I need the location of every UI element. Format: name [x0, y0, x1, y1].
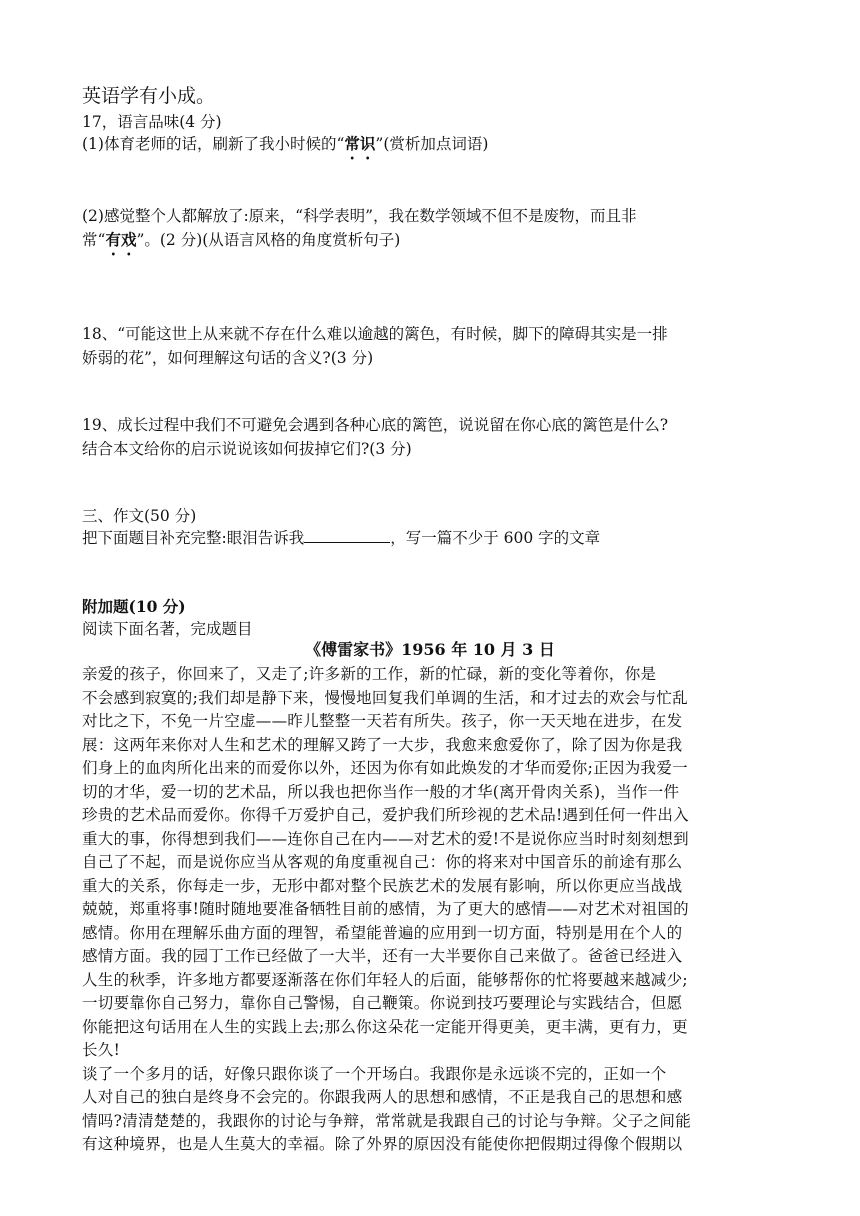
letter-line: 对比之下，不免一片空虚——昨儿整整一天若有所失。孩子，你一天天地在进步，在发 [82, 712, 683, 730]
extra-question-instruction: 阅读下面名著，完成题目 [82, 620, 253, 638]
letter-line: 珍贵的艺术品而爱你。你得千万爱护自己，爱护我们所珍视的艺术品!遇到任何一件出入 [82, 806, 689, 824]
question-17-part-2-line-1: (2)感觉整个人都解放了:原来，“科学表明”，我在数学领域不但不是废物，而且非 [82, 207, 637, 225]
letter-line: 长久! [82, 1041, 121, 1059]
intro-sentence: 英语学有小成。 [82, 85, 216, 107]
essay-title-blank [304, 528, 390, 543]
q17-p2-pre: 常“ [82, 231, 106, 249]
essay-prompt-pre: 把下面题目补充完整:眼泪告诉我 [82, 529, 305, 547]
letter-line: 们身上的血肉所化出来的而爱你以外，还因为你有如此焕发的才华而爱你;正因为我爱一 [82, 759, 688, 777]
q17-p1-post: ”(赏析加点词语) [375, 135, 489, 153]
letter-line: 情吗?清清楚楚的，我跟你的讨论与争辩，常常就是我跟自己的讨论与争辩。父子之间能 [82, 1111, 692, 1130]
question-17-part-2-line-2 [82, 230, 400, 259]
letter-line: 谈了一个多月的话，好像只跟你谈了一个开场白。我跟你是永远谈不完的，正如一个 [82, 1064, 667, 1083]
q17-p1-dotted-word: 常识 [344, 134, 376, 153]
letter-line: 展：这两年来你对人生和艺术的理解又跨了一大步，我愈来愈爱你了，除了因为你是我 [82, 735, 683, 754]
extra-question-header: 附加题(10 分) [82, 597, 186, 616]
q17-p2-dotted-word: 有戏 [105, 230, 137, 249]
letter-body [82, 664, 782, 1158]
question-17-header: 17，语言品味(4 分) [82, 113, 222, 131]
essay-prompt-post: ，写一篇不少于 600 字的文章 [390, 529, 601, 547]
letter-line: 感情。你用在理解乐曲方面的理智，希望能普遍的应用到一切方面，特别是用在个人的 [82, 923, 683, 942]
letter-line: 不会感到寂寞的;我们却是静下来，慢慢地回复我们单调的生活，和才过去的欢会与忙乱 [82, 688, 688, 707]
letter-title: 《傅雷家书》1956 年 10 月 3 日 [305, 640, 555, 659]
question-19-line-1: 19、成长过程中我们不可避免会遇到各种心底的篱笆，说说留在你心底的篱笆是什么? [82, 416, 669, 434]
question-18-line-1: 18、“可能这世上从来就不存在什么难以逾越的篱色，有时候，脚下的障碍其实是一排 [82, 325, 668, 343]
letter-line: 人对自己的独白是终身不会完的。你跟我两人的思想和感情，不正是我自己的思想和感 [82, 1088, 683, 1106]
letter-line: 一切要靠你自己努力，靠你自己警惕，自己鞭策。你说到技巧要理论与实践结合，但愿 [82, 994, 683, 1012]
letter-line: 兢兢，郑重将事!随时随地要准备牺牲目前的感情，为了更大的感情——对艺术对祖国的 [82, 900, 689, 918]
letter-line: 自己了不起，而是说你应当从客观的角度重视自己：你的将来对中国音乐的前途有那么 [82, 853, 683, 871]
letter-line: 重大的事，你得想到我们——连你自己在内——对艺术的爱!不是说你应当时时刻刻想到 [82, 829, 689, 848]
letter-line: 人生的秋季，许多地方都要逐渐落在你们年轻人的后面，能够帮你的忙将要越来越减少; [82, 970, 688, 989]
q17-p1-pre: (1)体育老师的话，刷新了我小时候的“ [82, 135, 345, 153]
letter-line: 亲爱的孩子，你回来了，又走了;许多新的工作，新的忙碌，新的变化等着你，你是 [82, 665, 657, 683]
section-3-header: 三、作文(50 分) [82, 507, 197, 525]
letter-line: 感情方面。我的园丁工作已经做了一大半，还有一大半要你自己来做了。爸爸已经进入 [82, 947, 683, 965]
letter-line: 你能把这句话用在人生的实践上去;那么你这朵花一定能开得更美，更丰满，更有力，更 [82, 1017, 688, 1036]
letter-line: 有这种境界，也是人生莫大的幸福。除了外界的原因没有能使你把假期过得像个假期以 [82, 1135, 683, 1153]
letter-line: 切的才华，爱一切的艺术品，所以我也把你当作一般的才华(离开骨肉关系)，当作一件 [82, 782, 680, 801]
essay-prompt [82, 528, 600, 548]
q17-p2-post: ”。(2 分)(从语言风格的角度赏析句子) [136, 231, 401, 249]
letter-line: 重大的关系，你每走一步，无形中都对整个民族艺术的发展有影响，所以你更应当战战 [82, 876, 683, 895]
question-19-line-2: 结合本文给你的启示说说该如何拔掉它们?(3 分) [82, 440, 412, 458]
question-18-line-2: 娇弱的花”，如何理解这句话的含义?(3 分) [82, 349, 374, 367]
question-17-part-1 [82, 134, 488, 163]
